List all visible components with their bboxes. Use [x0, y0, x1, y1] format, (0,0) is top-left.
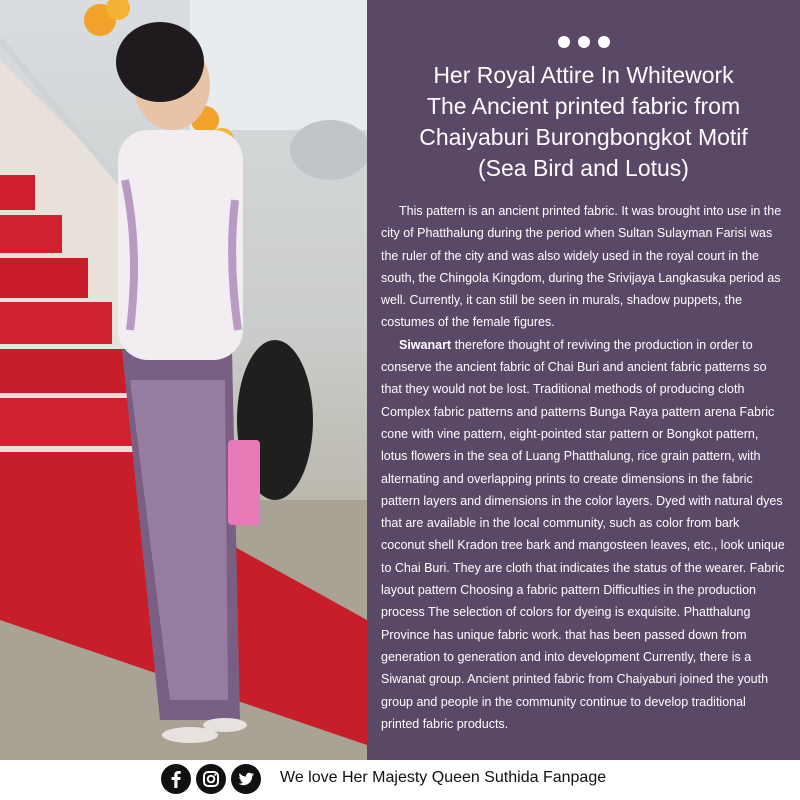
brand-name: Siwanart — [399, 337, 452, 352]
caption-panel — [367, 0, 800, 760]
caption-body — [381, 200, 786, 735]
fanpage-label: We love Her Majesty Queen Suthida Fanpage — [280, 769, 607, 786]
caption-title — [381, 60, 786, 184]
social-icons — [161, 764, 261, 794]
paragraph-1: This pattern is an ancient printed fabric. It was brought into use in the city of Phatthalung during the period when Sultan Sulayman Farisi was the ruler of the city and was also widely used in the royal court in the south, the Chingola Kingdom, during the Srivijaya Langkasuka period as well. Currently, it can still be seen in murals, shadow puppets, the costumes of the female figures. — [381, 204, 782, 330]
paragraph-2: Siwanart therefore thought of reviving the production in order to conserve the ancient fabric of Chai Buri and ancient fabric patterns so that they would not be lost. Traditional methods of producing cloth Complex fabric patterns and patterns Bunga Raya pattern arena Fabric cone with vine pattern, eight-pointed star pattern or Bongkot pattern, lotus flowers in the sea of Luang Phatthalung, rice grain pattern, with alternating and overlapping prints to create dimensions in the fabric pattern layers and dimensions in the color layers. Dyed with natural dyes that are available in the local community, such as color from bark coconut shell Kradon tree bark and mangosteen leaves, etc., look unique to Chai Buri. They are cloth that indicates the status of the wearer. Fabric layout pattern Choosing a fabric pattern Difficulties in the production process The selection of colors for dyeing is exquisite. Phatthalung Province has unique fabric work. that has been passed down from generation to generation and into development Currently, there is a Siwanat group. Ancient printed fabric from Chaiyaburi joined the youth group and people in the community continue to develop traditional printed fabric products. — [381, 337, 785, 731]
ellipsis-icon — [367, 36, 800, 52]
twitter-icon[interactable] — [231, 764, 261, 794]
title-line: The Ancient printed fabric from — [426, 93, 741, 119]
facebook-icon[interactable] — [161, 764, 191, 794]
title-line: Chaiyaburi Burongbongkot Motif — [419, 124, 748, 150]
royal-photo — [0, 0, 367, 760]
title-line: Her Royal Attire In Whitework — [433, 62, 734, 88]
aircraft-body — [190, 0, 367, 130]
title-line: (Sea Bird and Lotus) — [478, 155, 689, 181]
photo-illustration — [0, 0, 367, 760]
handbag — [228, 440, 260, 525]
instagram-icon[interactable] — [196, 764, 226, 794]
aircraft-engine — [290, 120, 367, 180]
